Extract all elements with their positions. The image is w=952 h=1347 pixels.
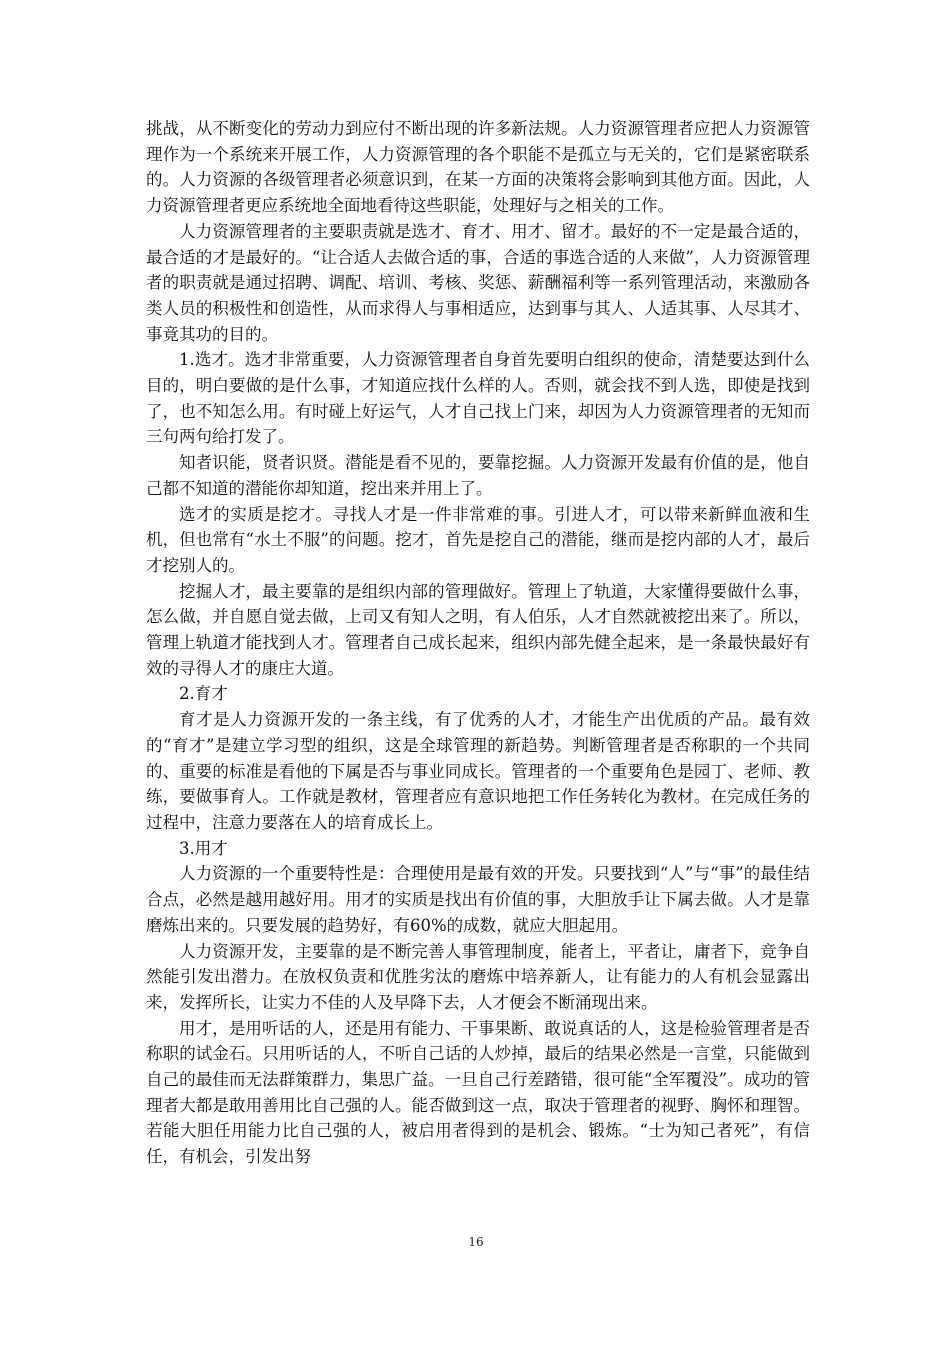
body-text (146, 116, 810, 1170)
paragraph: 挑战，从不断变化的劳动力到应付不断出现的许多新法规。人力资源管理者应把人力资源管理作为一个系统来开展工作，人力资源管理的各个职能不是孤立与无关的，它们是紧密联系的。人力资源的各级管理者必须意识到，在某一方面的决策将会影响到其他方面。因此，人力资源管理者更应系统地全面地看待这些职能，处理好与之相关的工作。 (146, 119, 810, 216)
paragraph: 知者识能，贤者识贤。潜能是看不见的，要靠挖掘。人力资源开发最有价值的是，他自己都不知道的潜能你却知道，挖出来并用上了。 (146, 453, 810, 498)
paragraph: 用才，是用听话的人，还是用有能力、干事果断、敢说真话的人，这是检验管理者是否称职的试金石。只用听话的人，不听自己话的人炒掉，最后的结果必然是一言堂，只能做到自己的最佳而无法群策群力，集思广益。一旦自己行差踏错，很可能“全军覆没”。成功的管理者大都是敢用善用比自己强的人。能否做到这一点，取决于管理者的视野、胸怀和理智。若能大胆任用能力比自己强的人，被启用者得到的是机会、锻炼。“士为知己者死”，有信任，有机会，引发出努 (146, 1018, 810, 1167)
paragraph: 3.用才 (179, 838, 228, 858)
paragraph: 2.育才 (179, 684, 228, 704)
paragraph: 人力资源的一个重要特性是：合理使用是最有效的开发。只要找到“人”与“事”的最佳结合点，必然是越用越好用。用才的实质是找出有价值的事，大胆放手让下属去做。人才是靠磨炼出来的。只要发展的趋势好，有60%的成数，就应大胆起用。 (146, 864, 810, 935)
page-number: 16 (468, 1235, 484, 1249)
paragraph: 1.选才。选才非常重要，人力资源管理者自身首先要明白组织的使命，清楚要达到什么目的，明白要做的是什么事，才知道应找什么样的人。否则，就会找不到人选，即使是找到了，也不知怎么用。有时碰上好运气，人才自己找上门来，却因为人力资源管理者的无知而三句两句给打发了。 (146, 350, 810, 447)
paragraph: 挖掘人才，最主要靠的是组织内部的管理做好。管理上了轨道，大家懂得要做什么事，怎么做，并自愿自觉去做，上司又有知人之明，有人伯乐，人才自然就被挖出来了。所以，管理上轨道才能找到人才。管理者自己成长起来，组织内部先健全起来，是一条最快最好有效的寻得人才的康庄大道。 (146, 581, 810, 678)
paragraph: 人力资源管理者的主要职责就是选才、育才、用才、留才。最好的不一定是最合适的，最合适的才是最好的。“让合适人去做合适的事，合适的事选合适的人来做”，人力资源管理者的职责就是通过招聘、调配、培训、考核、奖惩、薪酬福利等一系列管理活动，来激励各类人员的积极性和创造性，从而求得人与事相适应，达到事与其人、人适其事、人尽其才、事竟其功的目的。 (146, 221, 810, 344)
paragraph: 人力资源开发，主要靠的是不断完善人事管理制度，能者上，平者让，庸者下，竞争自然能引发出潜力。在放权负责和优胜劣汰的磨炼中培养新人，让有能力的人有机会显露出来，发挥所长，让实力不佳的人及早降下去，人才便会不断涌现出来。 (146, 941, 810, 1012)
paragraph: 育才是人力资源开发的一条主线，有了优秀的人才，才能生产出优质的产品。最有效的“育才”是建立学习型的组织，这是全球管理的新趋势。判断管理者是否称职的一个共同的、重要的标准是看他的下属是否与事业同成长。管理者的一个重要角色是园丁、老师、教练，要做事育人。工作就是教材，管理者应有意识地把工作任务转化为教材。在完成任务的过程中，注意力要落在人的培育成长上。 (146, 710, 810, 832)
paragraph: 选才的实质是挖才。寻找人才是一件非常难的事。引进人才，可以带来新鲜血液和生机，但也常有“水土不服”的问题。挖才，首先是挖自己的潜能，继而是挖内部的人才，最后才挖别人的。 (146, 504, 810, 575)
